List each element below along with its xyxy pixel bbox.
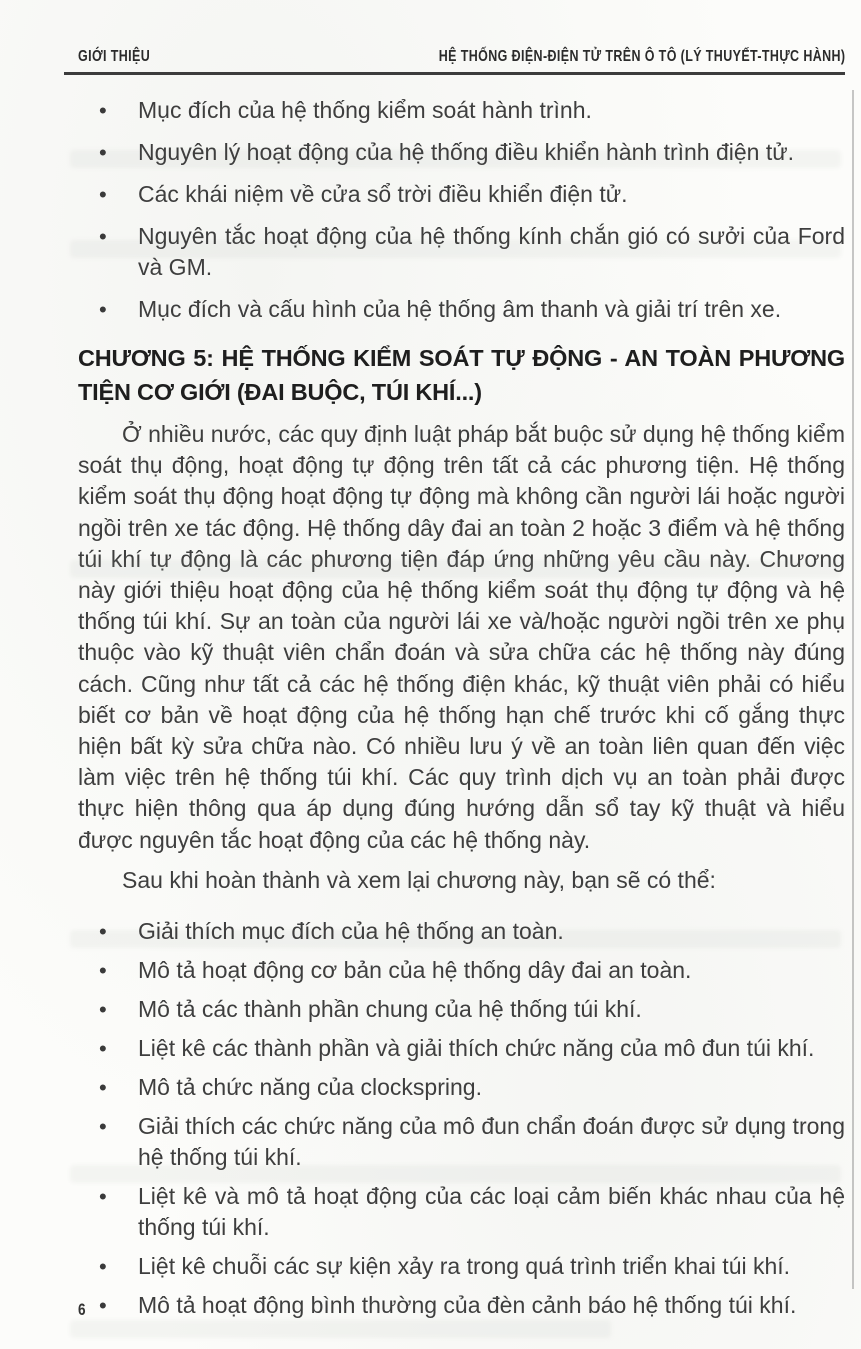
header-section-label: GIỚI THIỆU xyxy=(78,48,151,65)
list-item-text: Mục đích và cấu hình của hệ thống âm thanh và giải trí trên xe. xyxy=(138,296,782,322)
list-item xyxy=(78,994,845,1025)
bullet-icon: • xyxy=(99,1035,107,1061)
bullet-icon: • xyxy=(99,1183,107,1209)
page-number: 6 xyxy=(78,1300,86,1319)
list-item xyxy=(78,1181,845,1243)
bullet-icon: • xyxy=(99,297,107,322)
list-item-text: Liệt kê chuỗi các sự kiện xảy ra trong quá trình triển khai túi khí. xyxy=(138,1252,791,1279)
list-item xyxy=(78,137,845,168)
header-book-title: HỆ THỐNG ĐIỆN-ĐIỆN TỬ TRÊN Ô TÔ (LÝ THUYẾT-THỰC HÀNH) xyxy=(438,48,845,65)
list-item-text: Mô tả hoạt động bình thường của đèn cảnh báo hệ thống túi khí. xyxy=(138,1291,797,1318)
list-item xyxy=(78,1290,845,1321)
list-item xyxy=(78,1072,845,1103)
bullet-icon: • xyxy=(99,918,107,944)
bullet-icon: • xyxy=(99,140,107,165)
bullet-icon: • xyxy=(99,182,107,207)
chapter-intro-paragraph: Ở nhiều nước, các quy định luật pháp bắt buộc sử dụng hệ thống kiểm soát thụ động, hoạt động tự động trên tất cả các phương tiện. Hệ thống kiểm soát thụ động hoạt động tự động mà không cần người lái hoặc người ngồi trên xe tác động. Hệ thống dây đai an toàn 2 hoặc 3 điểm và hệ thống túi khí tự động là các phương tiện đáp ứng những yêu cầu này. Chương này giới thiệu hoạt động của hệ thống kiểm soát thụ động tự động và hệ thống túi khí. Sự an toàn của người lái xe và/hoặc người ngồi trên xe phụ thuộc vào kỹ thuật viên chẩn đoán và sửa chữa các hệ thống này đúng cách. Cũng như tất cả các hệ thống điện khác, kỹ thuật viên phải có hiểu biết cơ bản về hoạt động của hệ thống hạn chế trước khi cố gắng thực hiện bất kỳ sửa chữa nào. Có nhiều lưu ý về an toàn liên quan đến việc làm việc trên hệ thống túi khí. Các quy trình dịch vụ an toàn phải được thực hiện thông qua áp dụng đúng hướng dẫn sổ tay kỹ thuật và hiểu được nguyên tắc hoạt động của các hệ thống này. xyxy=(78,421,845,853)
bullet-icon: • xyxy=(99,1253,107,1279)
scan-edge-shadow xyxy=(852,90,854,1289)
bullet-icon: • xyxy=(99,98,107,123)
previous-chapter-objectives-list xyxy=(78,95,845,325)
list-item-text: Liệt kê và mô tả hoạt động của các loại cảm biến khác nhau của hệ thống túi khí. xyxy=(138,1182,845,1240)
list-item-text: Giải thích mục đích của hệ thống an toàn. xyxy=(138,917,564,944)
bullet-icon: • xyxy=(99,224,107,249)
list-item-text: Liệt kê các thành phần và giải thích chức năng của mô đun túi khí. xyxy=(138,1034,815,1061)
list-item xyxy=(78,955,845,986)
list-item-text: Giải thích các chức năng của mô đun chẩn đoán được sử dụng trong hệ thống túi khí. xyxy=(138,1112,845,1170)
list-item xyxy=(78,1251,845,1282)
header-rule xyxy=(64,72,845,75)
bleedthrough-artifact xyxy=(70,560,841,578)
list-item xyxy=(78,95,845,126)
list-item-text: Các khái niệm về cửa sổ trời điều khiển điện tử. xyxy=(138,181,628,207)
bullet-icon: • xyxy=(99,957,107,983)
bullet-icon: • xyxy=(99,1074,107,1100)
list-item-text: Mục đích của hệ thống kiểm soát hành trình. xyxy=(138,97,592,123)
list-item-text: Mô tả các thành phần chung của hệ thống túi khí. xyxy=(138,995,642,1022)
chapter-objectives-list xyxy=(78,916,845,1321)
list-item-text: Mô tả chức năng của clockspring. xyxy=(138,1073,482,1100)
running-header xyxy=(78,48,845,66)
bullet-icon: • xyxy=(99,1292,107,1318)
list-item xyxy=(78,221,845,283)
list-item-text: Nguyên lý hoạt động của hệ thống điều khiển hành trình điện tử. xyxy=(138,139,795,165)
list-item-text: Mô tả hoạt động cơ bản của hệ thống dây đai an toàn. xyxy=(138,956,692,983)
list-item xyxy=(78,916,845,947)
bleedthrough-artifact xyxy=(70,1320,611,1338)
bullet-icon: • xyxy=(99,996,107,1022)
list-item xyxy=(78,1033,845,1064)
list-item xyxy=(78,294,845,325)
bullet-icon: • xyxy=(99,1113,107,1139)
list-item xyxy=(78,1111,845,1173)
chapter-title: CHƯƠNG 5: HỆ THỐNG KIỂM SOÁT TỰ ĐỘNG - AN TOÀN PHƯƠNG TIỆN CƠ GIỚI (ĐAI BUỘC, TÚI KHÍ...) xyxy=(78,345,845,405)
list-item-text: Nguyên tắc hoạt động của hệ thống kính chắn gió có sưởi của Ford và GM. xyxy=(138,223,845,280)
list-item xyxy=(78,179,845,210)
objectives-intro: Sau khi hoàn thành và xem lại chương này, bạn sẽ có thể: xyxy=(122,866,716,893)
